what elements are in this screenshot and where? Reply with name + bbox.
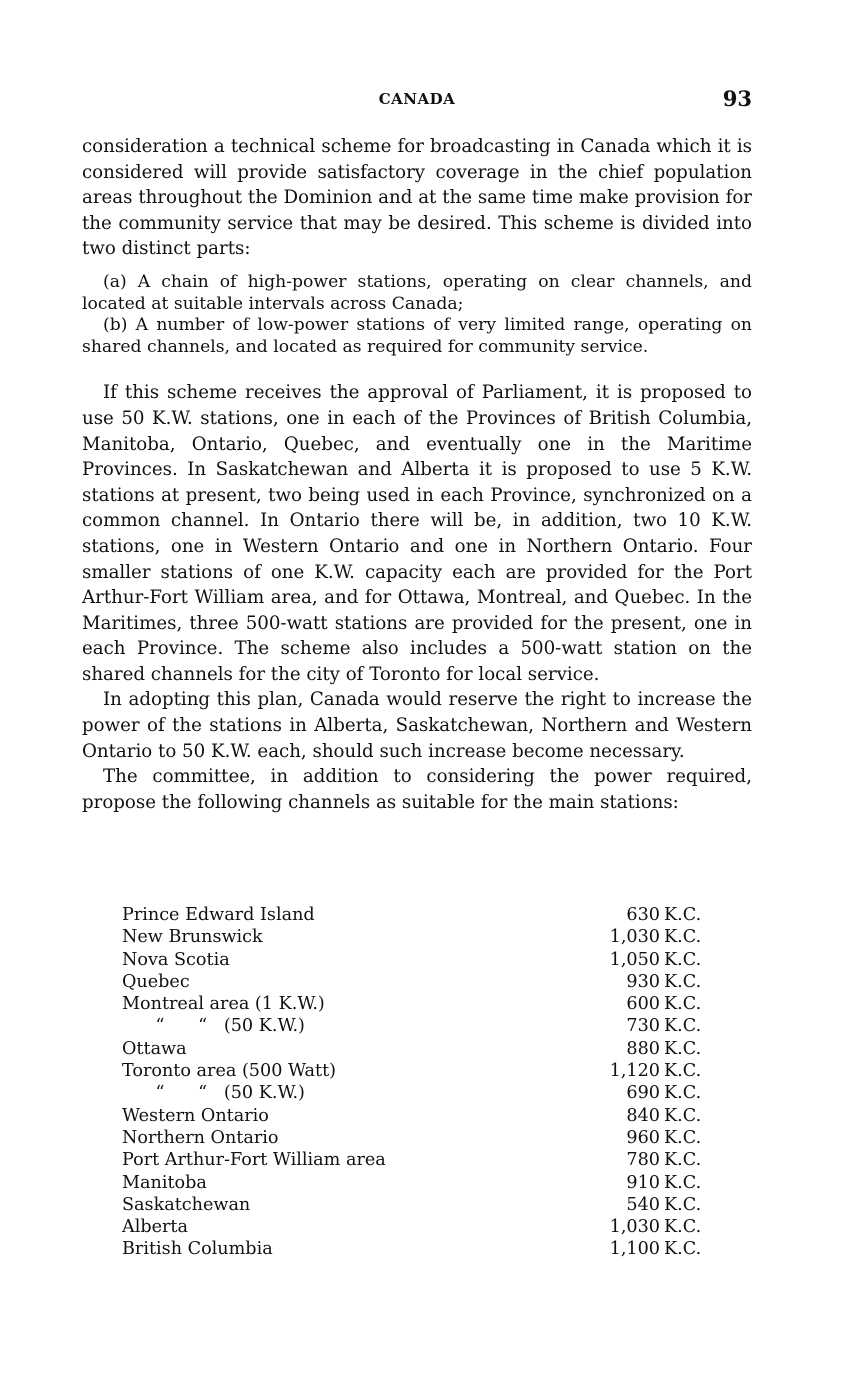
channel-frequency: 880 (626, 1038, 660, 1059)
channel-unit: K.C. (664, 971, 702, 992)
channel-station-name: Quebec (122, 971, 190, 992)
channel-station-name: Saskatchewan (122, 1194, 251, 1215)
channel-unit: K.C. (664, 994, 702, 1015)
channel-unit: K.C. (664, 1127, 702, 1148)
channel-station-name: Ottawa (122, 1038, 187, 1059)
channel-row (122, 949, 710, 971)
channel-frequency: 630 (626, 905, 660, 925)
channel-row (122, 1194, 710, 1216)
channel-unit: K.C. (664, 1016, 702, 1037)
channel-station-name: New Brunswick (122, 927, 263, 948)
channel-frequency: 910 (626, 1172, 660, 1193)
channel-row (122, 904, 710, 926)
channel-frequency: 960 (626, 1127, 660, 1148)
channel-frequency: 1,030 (609, 1217, 660, 1238)
channel-unit: K.C. (664, 1150, 702, 1171)
channel-row (122, 1216, 710, 1238)
channel-row (122, 1105, 710, 1127)
channel-station-name: Alberta (122, 1217, 188, 1238)
running-head (82, 86, 752, 114)
channel-row (122, 971, 710, 993)
running-title: CANADA (378, 90, 456, 108)
channel-table (122, 904, 710, 1261)
page-number: 93 (722, 86, 752, 111)
paragraph-adopting: In adopting this plan, Canada would reserve the right to increase the power of the stations in Alberta, Saskatchewan, Northern and Western Ontario to 50 K.W. each, should such increase become necessary. (82, 689, 752, 762)
list-item-b: (b) A number of low-power stations of very limited range, operating on shared channels, and located as required for community service. (82, 315, 752, 357)
channel-frequency: 540 (626, 1194, 660, 1215)
paragraph-intro: consideration a technical scheme for broadcasting in Canada which it is considered will provide satisfactory coverage in the chief population areas throughout the Dominion and at the same time make provision for the community service that may be desired. This scheme is divided into two distinct parts: (82, 136, 752, 260)
channel-unit: K.C. (664, 949, 702, 970)
channel-station-name: Nova Scotia (122, 949, 230, 970)
channel-unit: K.C. (664, 905, 702, 925)
channel-frequency: 1,100 (609, 1239, 660, 1260)
channel-station-name: “ “ (50 K.W.) (122, 1016, 305, 1037)
channel-unit: K.C. (664, 1038, 702, 1059)
channel-row (122, 926, 710, 948)
body-text (82, 134, 752, 815)
channel-row (122, 1127, 710, 1149)
channel-frequency: 690 (626, 1083, 660, 1104)
channel-station-name: Northern Ontario (122, 1127, 279, 1148)
list-item-a: (a) A chain of high-power stations, operating on clear channels, and located at suitable intervals across Canada; (82, 271, 752, 314)
channel-row (122, 1015, 710, 1037)
channel-row (122, 1149, 710, 1171)
channel-station-name: Manitoba (122, 1172, 207, 1193)
channel-row (122, 1172, 710, 1194)
paragraph-approval: If this scheme receives the approval of Parliament, it is proposed to use 50 K.W. stations, one in each of the Provinces of British Columbia, Manitoba, Ontario, Quebec, and eventually one in the Maritime Provinces. In Saskatchewan and Alberta it is proposed to use 5 K.W. stations at present, two being used in each Province, synchronized on a common channel. In Ontario there will be, in addition, two 10 K.W. stations, one in Western Ontario and one in Northern Ontario. Four smaller stations of one K.W. capacity each are provided for the Port Arthur-Fort William area, and for Ottawa, Montreal, and Quebec. In the Maritimes, three 500-watt stations are provided for the present, one in each Province. The scheme also includes a 500-watt station on the shared channels for the city of Toronto for local service. (82, 382, 752, 685)
channel-row (122, 1060, 710, 1082)
channel-unit: K.C. (664, 1083, 702, 1104)
channel-station-name: Western Ontario (122, 1105, 269, 1126)
channel-station-name: Montreal area (1 K.W.) (122, 994, 325, 1015)
channel-row (122, 1238, 710, 1260)
channel-unit: K.C. (664, 1194, 702, 1215)
channel-unit: K.C. (664, 1217, 702, 1238)
channel-station-name: British Columbia (122, 1239, 273, 1260)
channel-station-name: Prince Edward Island (122, 905, 315, 925)
channel-station-name: Toronto area (500 Watt) (122, 1061, 337, 1082)
channel-frequency: 780 (626, 1150, 660, 1171)
channel-station-name: Port Arthur-Fort William area (122, 1150, 386, 1171)
channel-station-name: “ “ (50 K.W.) (122, 1083, 305, 1104)
channel-frequency: 1,050 (609, 949, 660, 970)
channel-row (122, 1082, 710, 1104)
channel-frequency: 840 (626, 1105, 660, 1126)
channel-unit: K.C. (664, 1172, 702, 1193)
channel-frequency: 730 (626, 1016, 660, 1037)
channel-row (122, 1038, 710, 1060)
channel-unit: K.C. (664, 1239, 702, 1260)
channel-frequency: 1,120 (609, 1061, 660, 1082)
channel-row (122, 993, 710, 1015)
paragraph-committee: The committee, in addition to considering the power required, propose the following channels as suitable for the main stations: (82, 766, 752, 813)
channel-frequency: 930 (626, 971, 660, 992)
channel-unit: K.C. (664, 1061, 702, 1082)
channel-unit: K.C. (664, 927, 702, 948)
channel-frequency: 1,030 (609, 927, 660, 948)
channel-unit: K.C. (664, 1105, 702, 1126)
scheme-parts-list (82, 272, 752, 358)
channel-frequency: 600 (626, 994, 660, 1015)
